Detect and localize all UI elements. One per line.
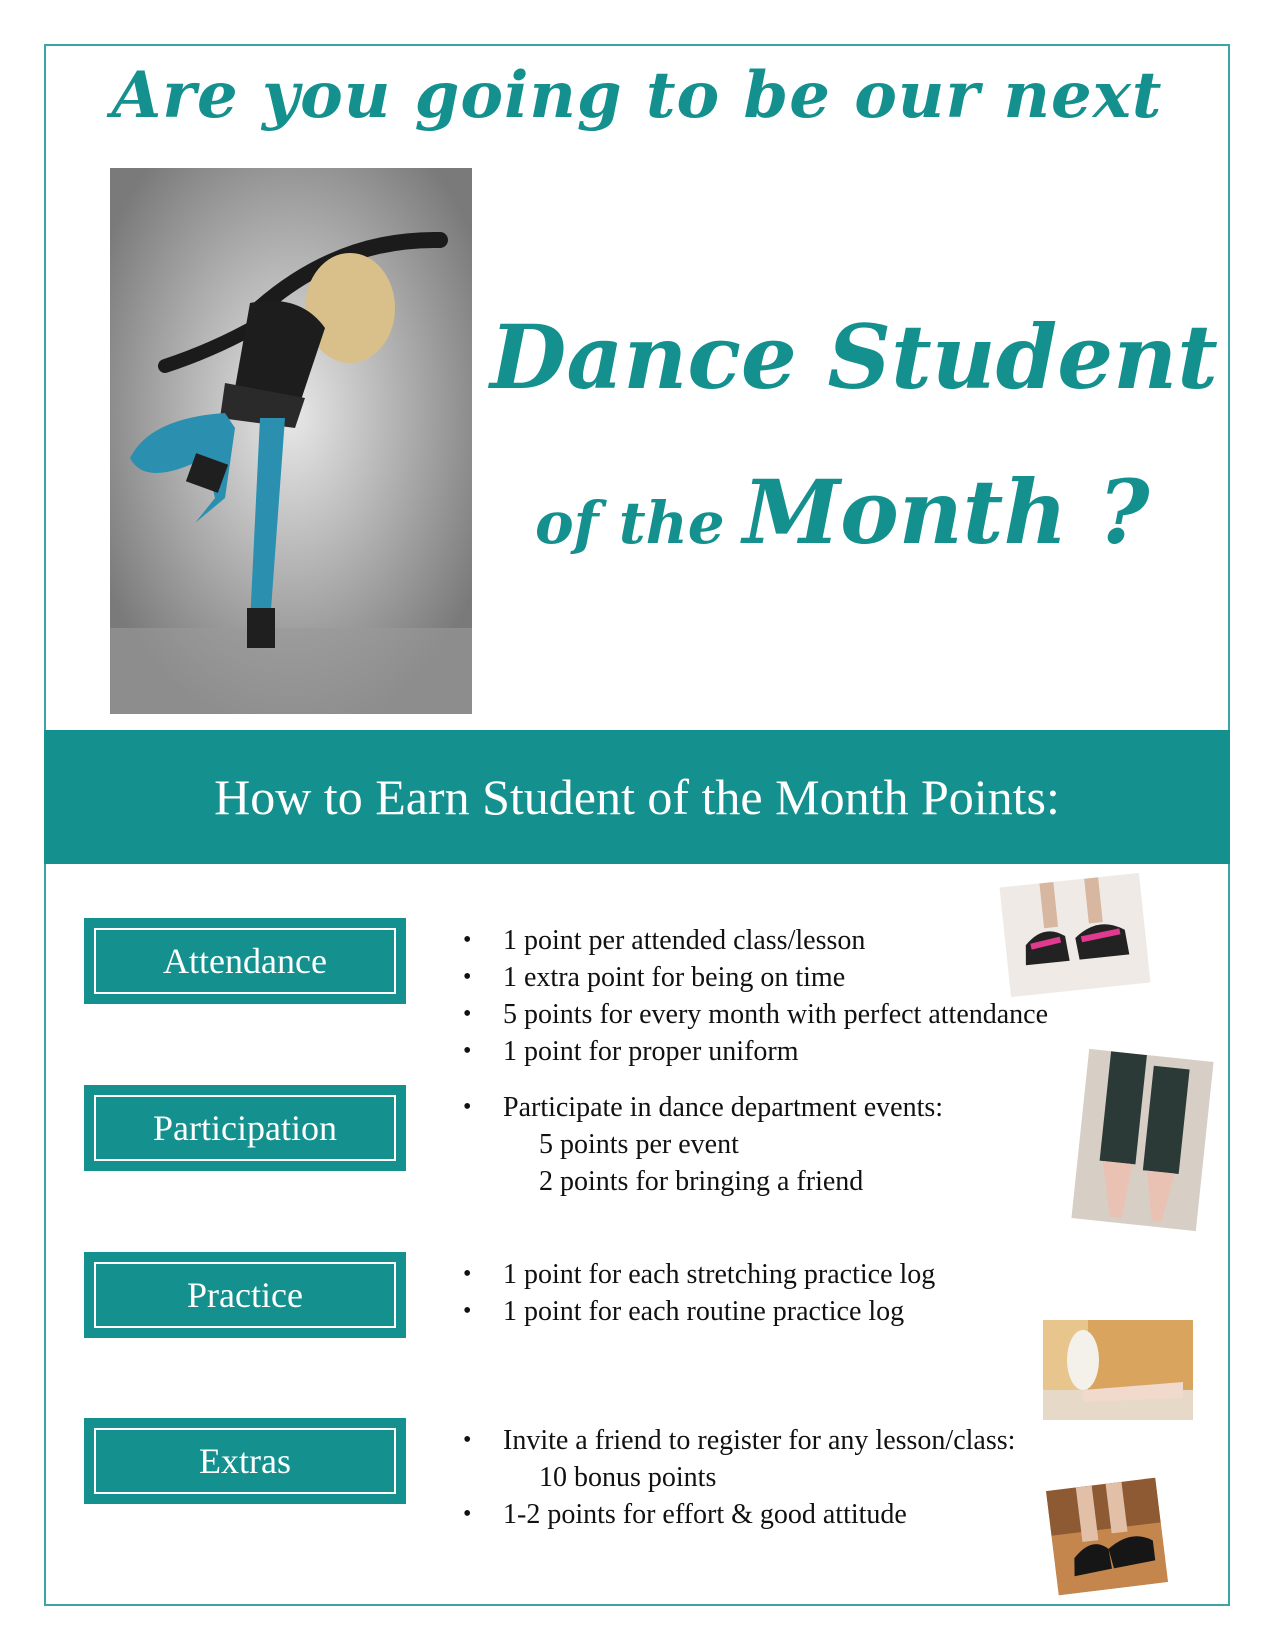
dance-sneakers-photo [1000, 873, 1151, 997]
leg-warmers-photo [1071, 1049, 1213, 1231]
list-item: • 1 extra point for being on time [463, 959, 1048, 996]
headline-top: Are you going to be our next [111, 58, 1163, 133]
dancer-photo [110, 168, 472, 714]
category-label: Extras [94, 1428, 396, 1494]
points-banner [44, 730, 1230, 864]
tap-shoes-photo [1046, 1478, 1168, 1596]
list-item: • 1 point per attended class/lesson [463, 922, 1048, 959]
list-item: • 1 point for each stretching practice log [463, 1256, 935, 1293]
title-dance-student: Dance Student [490, 305, 1218, 409]
stretching-photo [1043, 1320, 1193, 1420]
category-label: Participation [94, 1095, 396, 1161]
category-practice [84, 1252, 406, 1338]
attendance-list [463, 922, 1048, 1070]
practice-list [463, 1256, 935, 1330]
title-of-the: of the [535, 489, 725, 557]
list-item: • 1 point for proper uniform [463, 1033, 1048, 1070]
title-month: Month ? [742, 460, 1150, 564]
category-attendance [84, 918, 406, 1004]
category-participation [84, 1085, 406, 1171]
list-item: 2 points for bringing a friend [539, 1166, 864, 1197]
list-item: 5 points per event [539, 1129, 739, 1160]
category-label: Practice [94, 1262, 396, 1328]
extras-list [463, 1422, 1015, 1533]
title-of-the-month [535, 460, 1150, 564]
list-item: • Participate in dance department events: [463, 1089, 943, 1126]
participation-list [463, 1089, 943, 1200]
list-item: 10 bonus points [539, 1462, 717, 1493]
list-item: • 5 points for every month with perfect attendance [463, 996, 1048, 1033]
list-item: • 1-2 points for effort & good attitude [463, 1496, 1015, 1533]
list-item: • Invite a friend to register for any lesson/class: [463, 1422, 1015, 1459]
list-item: • 1 point for each routine practice log [463, 1293, 935, 1330]
category-label: Attendance [94, 928, 396, 994]
category-extras [84, 1418, 406, 1504]
banner-title: How to Earn Student of the Month Points: [214, 769, 1060, 825]
